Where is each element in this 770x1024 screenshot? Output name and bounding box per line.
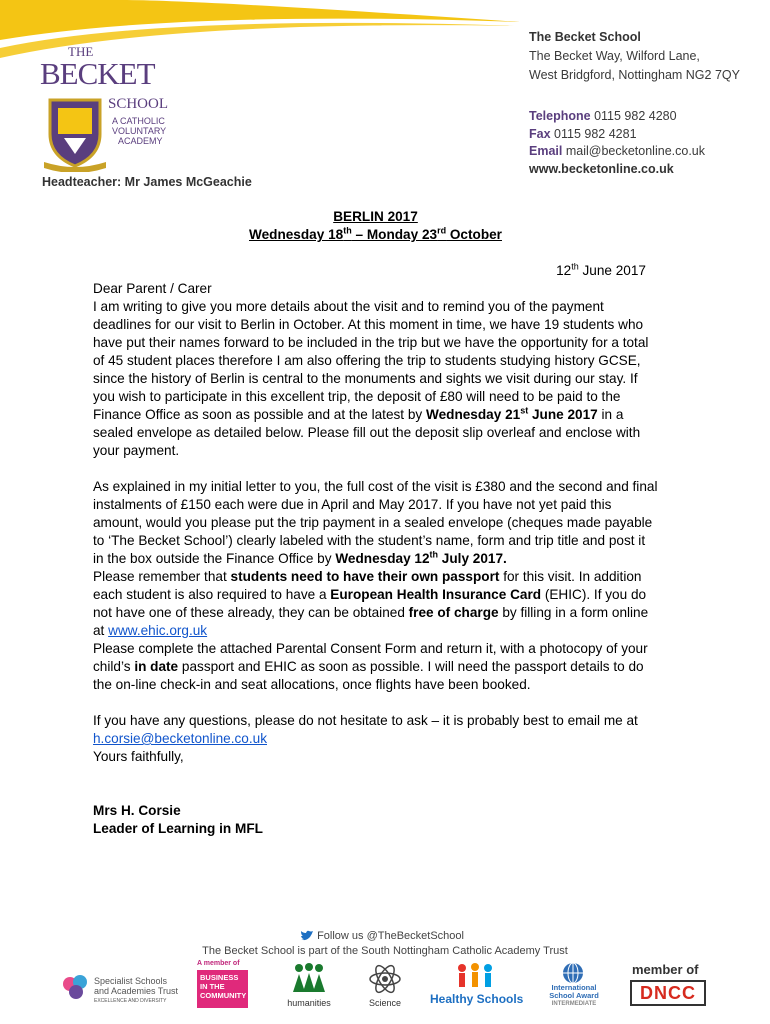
science-icon [368,962,402,996]
telephone-label: Telephone [529,109,591,123]
fax-label: Fax [529,126,551,141]
intl-award-label: International School Award INTERMEDIATE [549,983,599,1007]
logo-line1: A CATHOLIC [112,116,165,126]
email-link[interactable]: h.corsie@becketonline.co.uk [93,731,267,746]
school-name: The Becket School [529,30,641,44]
bitc-member: A member of [197,960,240,967]
fax-value: 0115 982 4281 [554,126,637,141]
website-link[interactable]: www.becketonline.co.uk [529,161,674,176]
globe-icon [562,962,584,984]
fax-row [529,126,705,144]
telephone-row [529,108,705,126]
letter-date: 12th June 2017 [556,261,646,278]
ehic-link[interactable]: www.ehic.org.uk [108,623,208,638]
trust-line: The Becket School is part of the South Nottingham Catholic Academy Trust [202,945,568,957]
humanities-label: humanities [287,998,331,1008]
logo-line3: ACADEMY [118,136,163,146]
letter-title: BERLIN 2017 [333,209,418,224]
follow-line: Follow us @TheBecketSchool [300,930,500,942]
science-label: Science [368,998,402,1008]
closing: Yours faithfully, [93,749,184,764]
signature-role: Leader of Learning in MFL [93,821,263,836]
address-line-2: West Bridgford, Nottingham NG2 7QY [529,68,740,82]
school-logo [38,44,183,174]
healthy-schools-label: Healthy Schools [430,992,524,1006]
salutation: Dear Parent / Carer [93,281,212,296]
address-line-1: The Becket Way, Wilford Lane, [529,49,700,63]
ssat-label: Specialist Schools and Academies Trust EXCELLENCE AND DIVERSITY [94,976,179,1004]
headteacher: Headteacher: Mr James McGeachie [42,175,252,189]
telephone-value: 0115 982 4280 [594,109,677,123]
logo-becket: BECKET [40,56,155,91]
paragraph-1: I am writing to give you more details about the visit and to remind you of the payment deadlines for our visit to Berlin in October. At this moment in time, we have 19 students who have put their names forward to be included in the trip but we have the opportunity for a total of 45 student places therefore I am also offering the trip to students studying history GCSE, since the history of Berlin is central to the monuments and sights we visit during our stay. If you wish to participate in this excellent trip, the deposit of £80 will need to be paid to the Finance Office as soon as possible and at the latest by Wednesday 21st June 2017 in a sealed envelope as detailed below. Please fill out the deposit slip overleaf and enclose with your payment. [93,299,649,458]
paragraph-2: As explained in my initial letter to you, the full cost of the visit is £380 and the second and final instalments of £150 each were due in April and May 2017. If you have not yet paid this amount, would you please put the trip payment in a sealed envelope (cheques made payable to ‘The Becket School’) clearly labeled with the student’s name, form and trip title and post it in the box outside the Finance Office by Wednesday 12th July 2017. [93,479,658,566]
healthy-schools-icon [452,962,498,990]
paragraph-5: If you have any questions, please do not hesitate to ask – it is probably best to email me at h.corsie@becketonline.co.uk [93,713,638,746]
crest-icon [42,94,108,172]
letter-body [93,208,658,838]
dncc-member: member of [632,962,699,977]
humanities-icon [290,962,328,996]
letter-dates: Wednesday 18th – Monday 23rd October [249,225,502,242]
paragraph-4: Please complete the attached Parental Consent Form and return it, with a photocopy of your child’s in date passport and EHIC as soon as possible. I will need the passport details to do the on-line check-in and seat allocations, once flights have been booked. [93,641,648,692]
logo-line2: VOLUNTARY [112,126,167,136]
paragraph-3: Please remember that students need to have their own passport for this visit. In addition each student is also required to have a European Health Insurance Card (EHIC). If you do not have one of these already, they can be obtained free of charge by filling in a form online at www.ehic.org.uk [93,569,649,638]
email-label: Email [529,144,563,158]
email-value[interactable]: mail@becketonline.co.uk [565,144,705,158]
logo-the: THE [68,44,94,59]
dncc-badge: DNCC [630,980,706,1006]
ssat-icon [60,972,92,1004]
signature-name: Mrs H. Corsie [93,803,181,818]
twitter-icon [300,930,314,942]
contact-block [529,108,705,178]
logo-school: SCHOOL [108,96,169,112]
email-row [529,143,705,161]
bitc-badge: BUSINESS IN THE COMMUNITY [197,970,248,1008]
school-address [529,28,740,85]
